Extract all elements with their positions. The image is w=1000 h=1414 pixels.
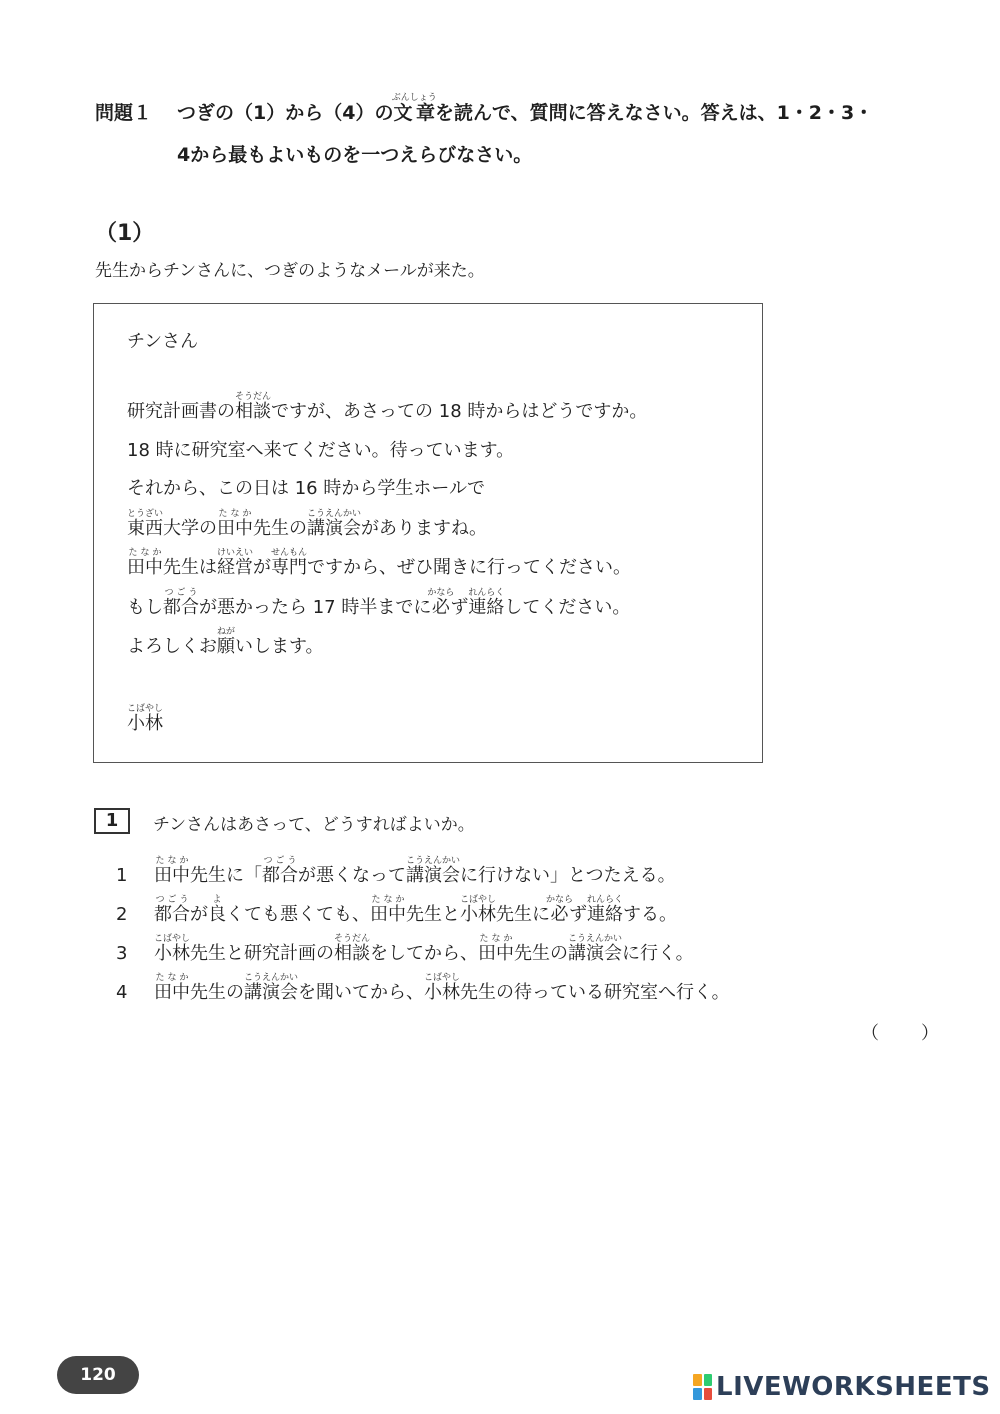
option-4[interactable]: 4 田中たなか先生の講演会こうえんかいを聞いてから、小林こばやし先生の待っている研究室へ行く。 (116, 973, 730, 1003)
instruction-line-2: 4から最もよいものを一つえらびなさい。 (177, 144, 533, 166)
bracket-open: （ (861, 1023, 879, 1044)
logo-square-4 (704, 1388, 713, 1400)
instruction-line-1: 問題１ つぎの（1）から（4）の文章ぶんしょうを読んで、質問に答えなさい。答えは、1・2・3・ (95, 92, 955, 134)
brand-text: LIVEWORKSHEETS (716, 1372, 991, 1402)
email-line: 研究計画書の相談そうだんですが、あさっての 18 時からはどうですか。 (127, 392, 648, 422)
liveworksheets-logo (693, 1372, 991, 1402)
bracket-close: ） (921, 1023, 939, 1044)
section-number: （1） (95, 221, 155, 246)
problem-label: 問題１ (95, 102, 153, 124)
email-greeting: チンさん (127, 331, 199, 352)
question-number-box: 1 (94, 808, 130, 834)
page-number-badge: 120 (57, 1356, 139, 1394)
question-text: チンさんはあさって、どうすればよいか。 (153, 815, 475, 835)
email-line: 田中たなか先生は経営けいえいが専門せんもんですから、ぜひ聞きに行ってください。 (127, 548, 632, 578)
option-3[interactable]: 3 小林こばやし先生と研究計画の相談そうだんをしてから、田中たなか先生の講演会こうえんかいに行く。 (116, 934, 694, 964)
email-line: もし都合つごうが悪かったら 17 時半までに必かならず連絡れんらくしてください。 (127, 587, 631, 618)
section-intro: 先生からチンさんに、つぎのようなメールが来た。 (95, 261, 485, 281)
email-signature: 小林こばやし (127, 704, 164, 734)
liveworksheets-logo-icon (693, 1374, 712, 1400)
option-1[interactable]: 1 田中たなか先生に「都合つごうが悪くなって講演会こうえんかいに行けない」とつたえる。 (116, 856, 676, 886)
logo-square-2 (704, 1374, 713, 1386)
email-body (127, 392, 647, 667)
email-line: それから、この日は 16 時から学生ホールで (127, 478, 485, 499)
problem-instruction (95, 92, 955, 176)
email-line: 18 時に研究室へ来てください。待っています。 (127, 439, 515, 461)
logo-square-3 (693, 1388, 702, 1400)
option-2[interactable]: 2 都合つごうが良よくても悪くても、田中たなか先生と小林こばやし先生に必かならず連絡れんらくする。 (116, 895, 678, 925)
answer-options (116, 856, 730, 1012)
email-line: よろしくお願ねがいします。 (127, 627, 324, 657)
answer-field[interactable] (861, 1019, 939, 1045)
email-line: 東西とうざい大学の田中たなか先生の講演会こうえんかいがありますね。 (127, 508, 488, 539)
logo-square-1 (693, 1374, 702, 1386)
